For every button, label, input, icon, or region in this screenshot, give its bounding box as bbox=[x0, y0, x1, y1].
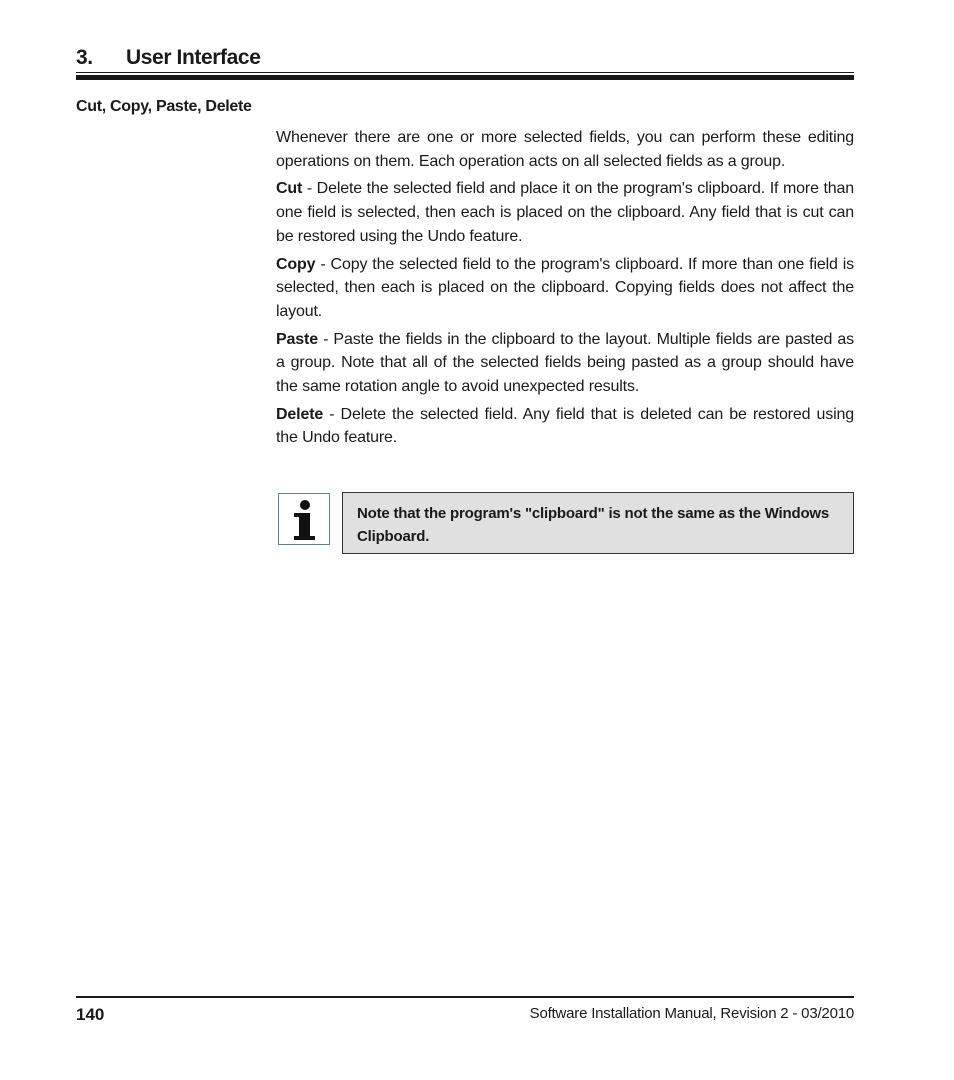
paste-description: - Paste the fields in the clipboard to the layout. Multiple fields are pasted as a group. Note that all of the selected fields being pasted as a group should have the same rotation angle to avoid unexpected results. bbox=[276, 330, 854, 396]
info-icon-glyph bbox=[279, 494, 329, 544]
delete-description: - Delete the selected field. Any field that is deleted can be restored using the Undo feature. bbox=[276, 405, 854, 447]
chapter-title: User Interface bbox=[126, 46, 261, 69]
page-number: 140 bbox=[76, 1005, 105, 1024]
cut-description: - Delete the selected field and place it on the program's clipboard. If more than one field is selected, then each is placed on the clipboard. Any field that is cut can be restored using the Undo feature. bbox=[276, 180, 854, 245]
copy-term: Copy bbox=[276, 255, 316, 273]
header-rule-thick bbox=[76, 75, 854, 80]
paste-term: Paste bbox=[276, 330, 318, 348]
body-column bbox=[276, 126, 854, 454]
footer-document-title: Software Installation Manual, Revision 2 - 03/2010 bbox=[529, 1005, 854, 1022]
cut-paragraph bbox=[276, 177, 854, 248]
note-box bbox=[342, 492, 854, 554]
delete-paragraph bbox=[276, 403, 854, 450]
note-text: Note that the program's "clipboard" is not the same as the Windows Clipboard. bbox=[357, 505, 830, 545]
cut-term: Cut bbox=[276, 180, 303, 198]
delete-term: Delete bbox=[276, 405, 324, 423]
info-icon bbox=[278, 493, 330, 545]
copy-description: - Copy the selected field to the program's clipboard. If more than one field is selected, then each is placed on the clipboard. Copying fields does not affect the layout. bbox=[276, 255, 854, 320]
intro-paragraph: Whenever there are one or more selected fields, you can perform these editing operations on them. Each operation acts on all selected fields as a group. bbox=[276, 129, 854, 170]
chapter-number: 3. bbox=[76, 46, 93, 69]
copy-paragraph bbox=[276, 253, 854, 324]
section-heading: Cut, Copy, Paste, Delete bbox=[76, 98, 252, 115]
paste-paragraph bbox=[276, 328, 854, 399]
chapter-header bbox=[76, 44, 854, 72]
header-rule-thin bbox=[76, 72, 854, 73]
footer-rule bbox=[76, 996, 854, 998]
